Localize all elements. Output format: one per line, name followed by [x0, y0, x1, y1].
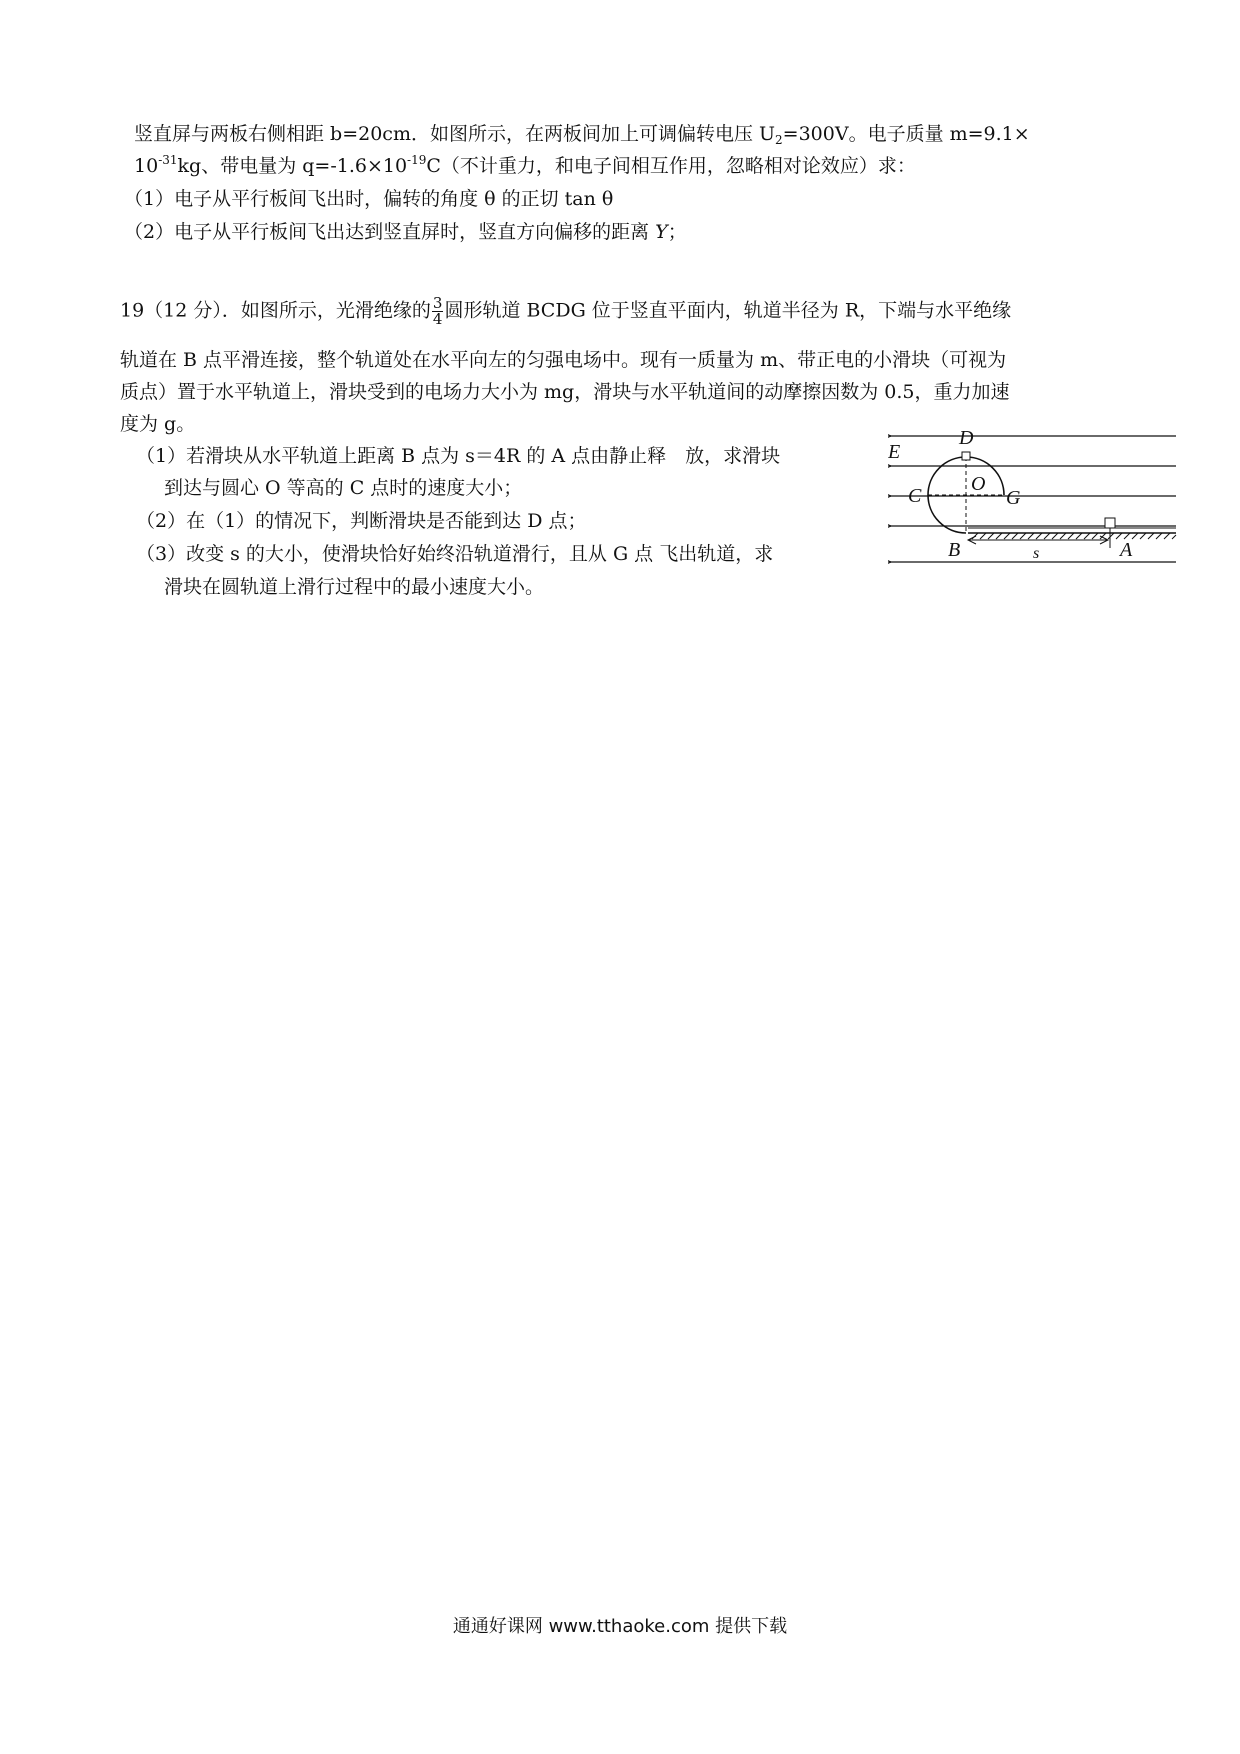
block-at-D [962, 452, 970, 460]
horizontal-track [968, 528, 1176, 539]
label-G: G [1006, 487, 1021, 509]
label-B: B [948, 539, 961, 561]
label-O: O [971, 473, 986, 495]
q19-line-4: 度为 g。 [120, 413, 196, 435]
q19-line-3: 质点）置于水平轨道上，滑块受到的电场力大小为 mg，滑块与水平轨道间的动摩擦因数为 0.5，重力加速 [120, 381, 1010, 403]
q19-line-2: 轨道在 B 点平滑连接，整个轨道处在水平向左的匀强电场中。现有一质量为 m、带正电的小滑块（可视为 [120, 349, 1007, 371]
page-footer: 通通好课网 www.tthaoke.com 提供下载 [452, 1616, 788, 1637]
q19-part-1: （1）若滑块从水平轨道上距离 B 点为 s＝4R 的 A 点由静止释 放，求滑块 [136, 445, 781, 467]
block-at-A [1105, 518, 1115, 528]
q19-part-3: （3）改变 s 的大小，使滑块恰好始终沿轨道滑行，且从 G 点 飞出轨道，求 [136, 543, 774, 565]
field-lines [890, 436, 1176, 562]
track-figure [888, 424, 1178, 584]
label-E: E [888, 441, 901, 463]
q19-part-2: （2）在（1）的情况下，判断滑块是否能到达 D 点； [136, 510, 587, 532]
q18-line-2: $10^{-31}kg$、带电量为 $q=-1.6\times 10^{-19}C$（不计重力，和电子间相互作用，忽略相对论效应）求： [134, 153, 916, 177]
q18-subquestion-2: （2）电子从平行板间飞出达到竖直屏时，竖直方向偏移的距离 Y； [124, 221, 687, 243]
q18-subquestion-1: （1）电子从平行板间飞出时，偏转的角度 θ 的正切 tan θ [124, 188, 614, 210]
q19-part-3-cont: 滑块在圆轨道上滑行过程中的最小速度大小。 [164, 576, 545, 598]
label-C: C [908, 485, 922, 507]
q19-part-1-cont: 到达与圆心 O 等高的 C 点时的速度大小； [164, 477, 523, 499]
fraction-three-quarters: $\frac{3}{4}$ [432, 294, 443, 328]
label-s: s [1033, 545, 1040, 562]
q19-heading: 19（12 分）．如图所示，光滑绝缘的 $\frac{3}{4}$ 圆形轨道 BCDG 位于竖直平面内，轨道半径为 R，下端与水平绝缘 [120, 294, 1012, 328]
label-A: A [1120, 539, 1133, 561]
q18-line-1: 竖直屏与两板右侧相距 b=20cm．如图所示，在两板间加上可调偏转电压 $U_2=300V$。电子质量 m=9.1× [134, 123, 1030, 147]
label-D: D [959, 427, 974, 449]
